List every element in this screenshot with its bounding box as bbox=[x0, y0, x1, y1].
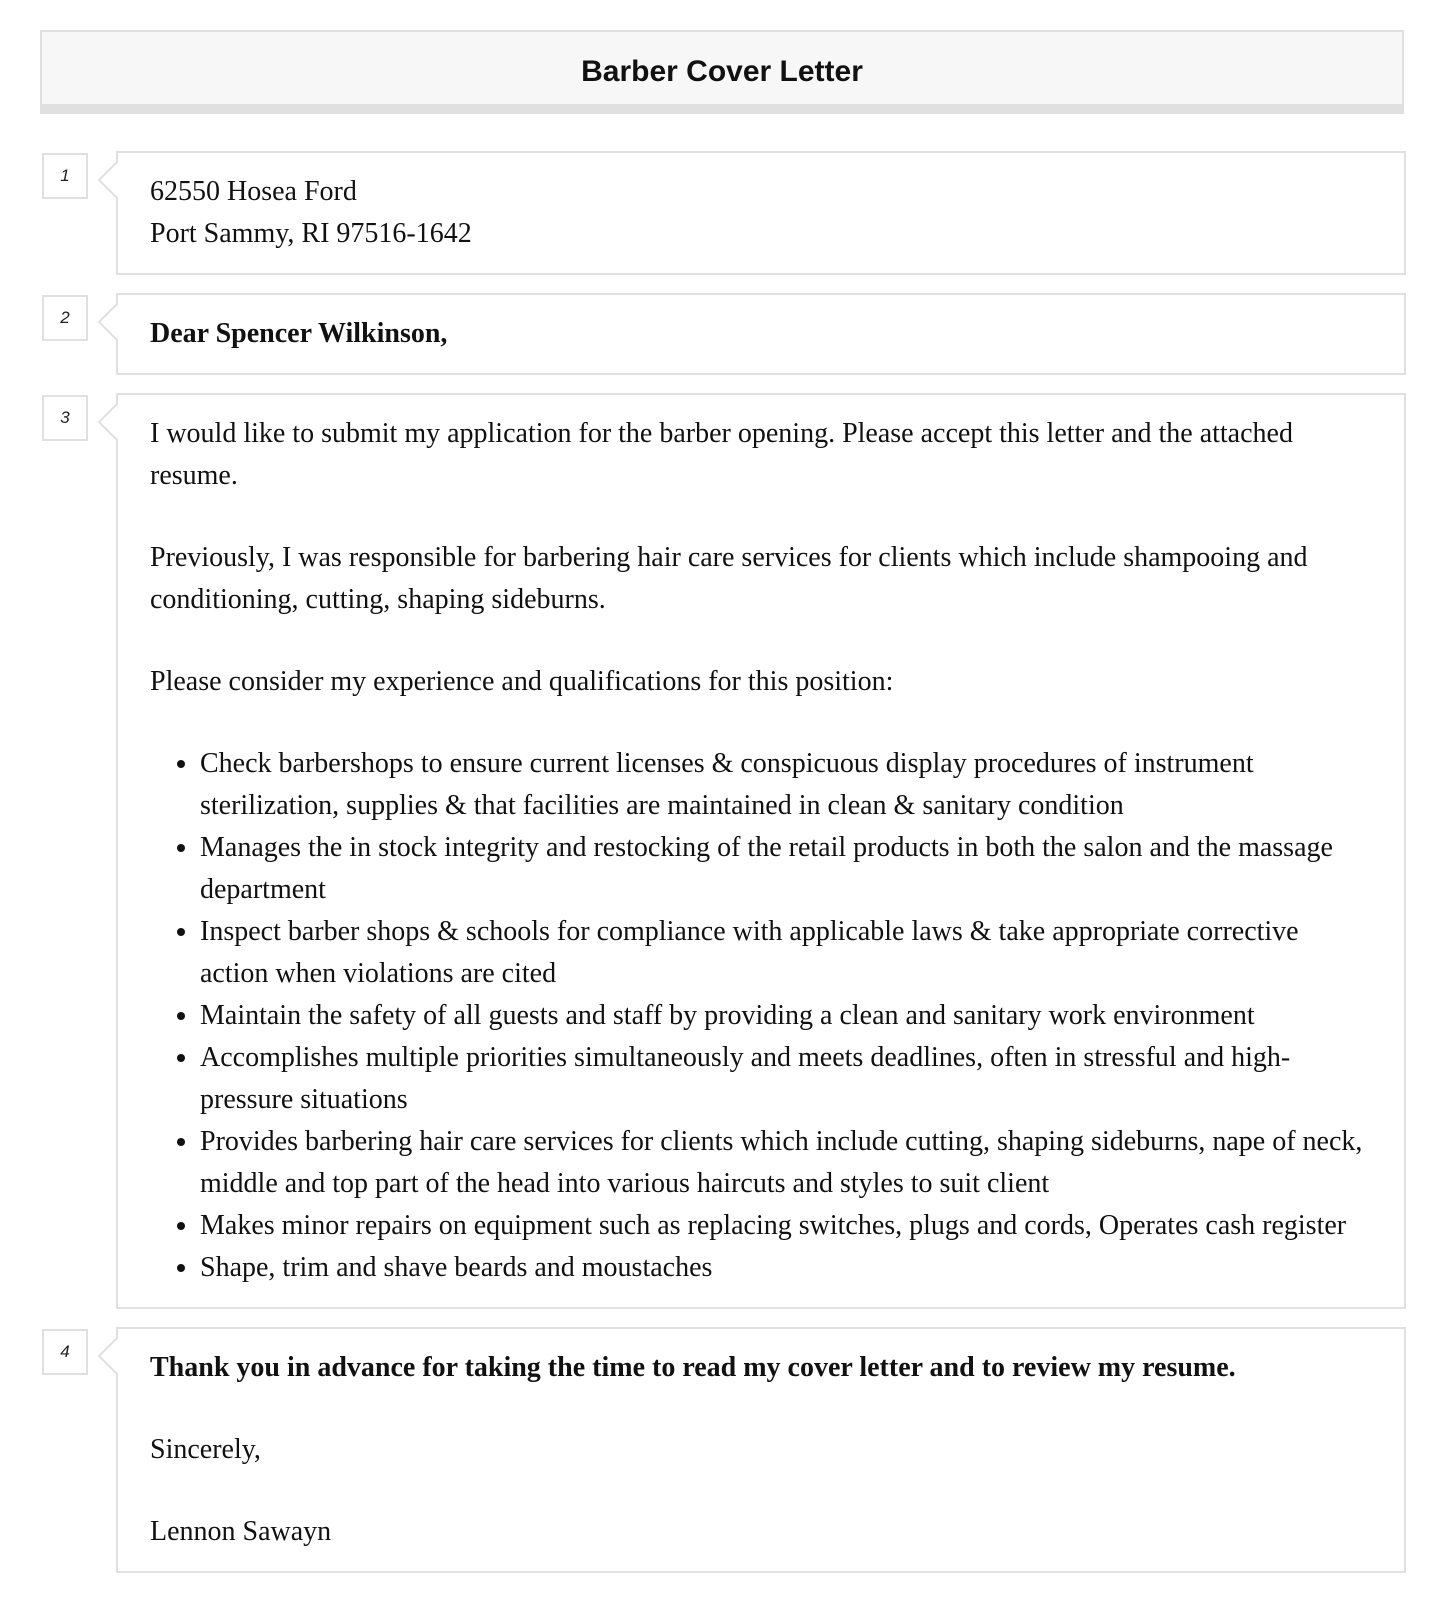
section-number: 4 bbox=[42, 1329, 88, 1375]
section-number: 3 bbox=[42, 395, 88, 441]
salutation-box bbox=[116, 293, 1406, 375]
closing-box bbox=[116, 1327, 1406, 1573]
page-header bbox=[40, 30, 1404, 114]
intro-paragraph: I would like to submit my application for the barber opening. Please accept this letter and the attached resume. bbox=[150, 418, 1293, 491]
list-item: • Check barbershops to ensure current licenses & conspicuous display procedures of instrument sterilization, supplies & that facilities are maintained in clean & sanitary condition bbox=[200, 743, 1374, 827]
address-box bbox=[116, 151, 1406, 275]
consider-paragraph: Please consider my experience and qualifications for this position: bbox=[150, 666, 894, 697]
body-box bbox=[116, 393, 1406, 1309]
previous-paragraph: Previously, I was responsible for barbering hair care services for clients which include shampooing and conditioning, cutting, shaping sideburns. bbox=[150, 542, 1308, 615]
address-line-1: 62550 Hosea Ford bbox=[150, 176, 357, 207]
qualifications-list bbox=[150, 743, 1374, 1289]
closing-salutation: Sincerely, bbox=[150, 1434, 261, 1465]
page-title: Barber Cover Letter bbox=[581, 55, 863, 88]
list-item: • Shape, trim and shave beards and moustaches bbox=[200, 1247, 1374, 1289]
list-item: • Inspect barber shops & schools for compliance with applicable laws & take appropriate corrective action when violations are cited bbox=[200, 911, 1374, 995]
section-number: 1 bbox=[42, 153, 88, 199]
list-item: • Manages the in stock integrity and restocking of the retail products in both the salon and the massage department bbox=[200, 827, 1374, 911]
thanks-paragraph: Thank you in advance for taking the time to read my cover letter and to review my resume. bbox=[150, 1352, 1236, 1383]
address-line-2: Port Sammy, RI 97516-1642 bbox=[150, 218, 472, 249]
signature: Lennon Sawayn bbox=[150, 1516, 332, 1547]
list-item: • Makes minor repairs on equipment such as replacing switches, plugs and cords, Operates cash register bbox=[200, 1205, 1374, 1247]
list-item: • Provides barbering hair care services for clients which include cutting, shaping sideburns, nape of neck, middle and top part of the head into various haircuts and styles to suit client bbox=[200, 1121, 1374, 1205]
section-number: 2 bbox=[42, 295, 88, 341]
list-item: • Accomplishes multiple priorities simultaneously and meets deadlines, often in stressful and high-pressure situations bbox=[200, 1037, 1374, 1121]
list-item: • Maintain the safety of all guests and staff by providing a clean and sanitary work environment bbox=[200, 995, 1374, 1037]
salutation: Dear Spencer Wilkinson, bbox=[150, 318, 448, 349]
